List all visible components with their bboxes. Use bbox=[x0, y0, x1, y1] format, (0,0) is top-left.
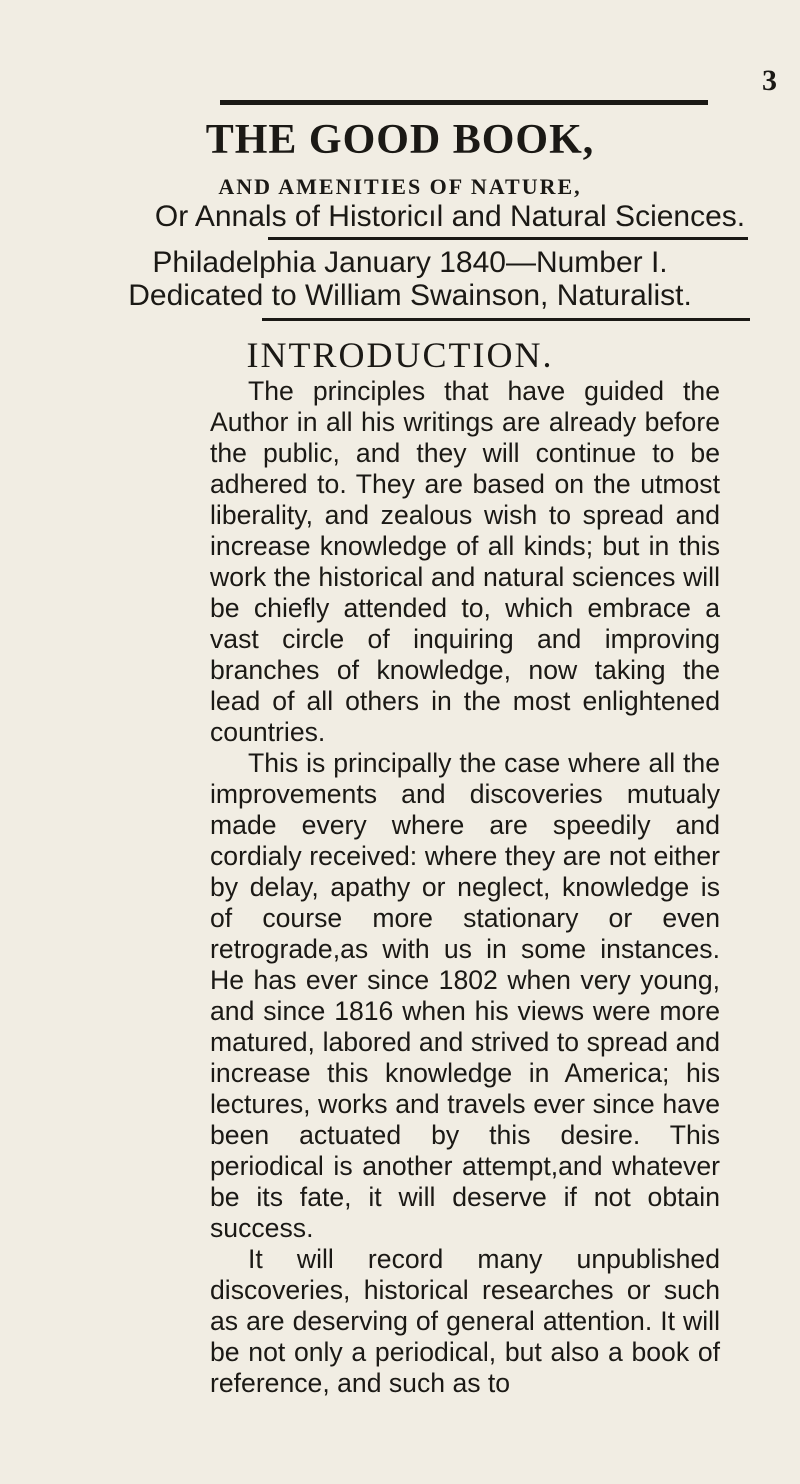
mid-rule bbox=[268, 237, 748, 240]
paragraph: The principles that have guided the Author in all his writings are already before the public, and they will continue to be adhered to. They are based on the utmost liberality, and zealous wish to spread and increase knowledge of all kinds; but in this work the historical and natural sciences will be chiefly attended to, which embrace a vast circle of inquiring and improving branches of knowledge, now taking the lead of all others in the most enlightened countries. bbox=[210, 376, 720, 747]
lower-rule bbox=[262, 318, 750, 321]
top-rule bbox=[220, 100, 708, 105]
place-date-line: Philadelphia January 1840—Number I. bbox=[152, 246, 668, 279]
masthead-subtitle: AND AMENITIES OF NATURE, bbox=[218, 174, 582, 199]
masthead-tagline: Or Annals of Historicıl and Natural Sciences. bbox=[154, 200, 746, 233]
article-heading: INTRODUCTION. bbox=[246, 335, 554, 375]
paragraph: This is principally the case where all the improvements and discoveries mutualy made every where are speedily and cordialy received: where they are not either by delay, apathy or neglect, knowledge is of course more stationary or even retrograde,as with us in some instances. He has ever since 1802 when very young, and since 1816 when his views were more matured, labored and strived to spread and increase this knowledge in America; his lectures, works and travels ever since have been actuated by this desire. This periodical is another attempt,and whatever be its fate, it will deserve if not obtain success. bbox=[210, 748, 720, 1243]
paragraph: It will record many unpublished discoveries, historical researches or such as are deserving of general attention. It will be not only a periodical, but also a book of reference, and such as to bbox=[210, 1244, 720, 1398]
page-number: 3 bbox=[762, 64, 777, 97]
dedication-line: Dedicated to William Swainson, Naturalist. bbox=[128, 279, 692, 312]
article-body bbox=[210, 376, 720, 1399]
masthead-title: THE GOOD BOOK, bbox=[205, 117, 595, 163]
